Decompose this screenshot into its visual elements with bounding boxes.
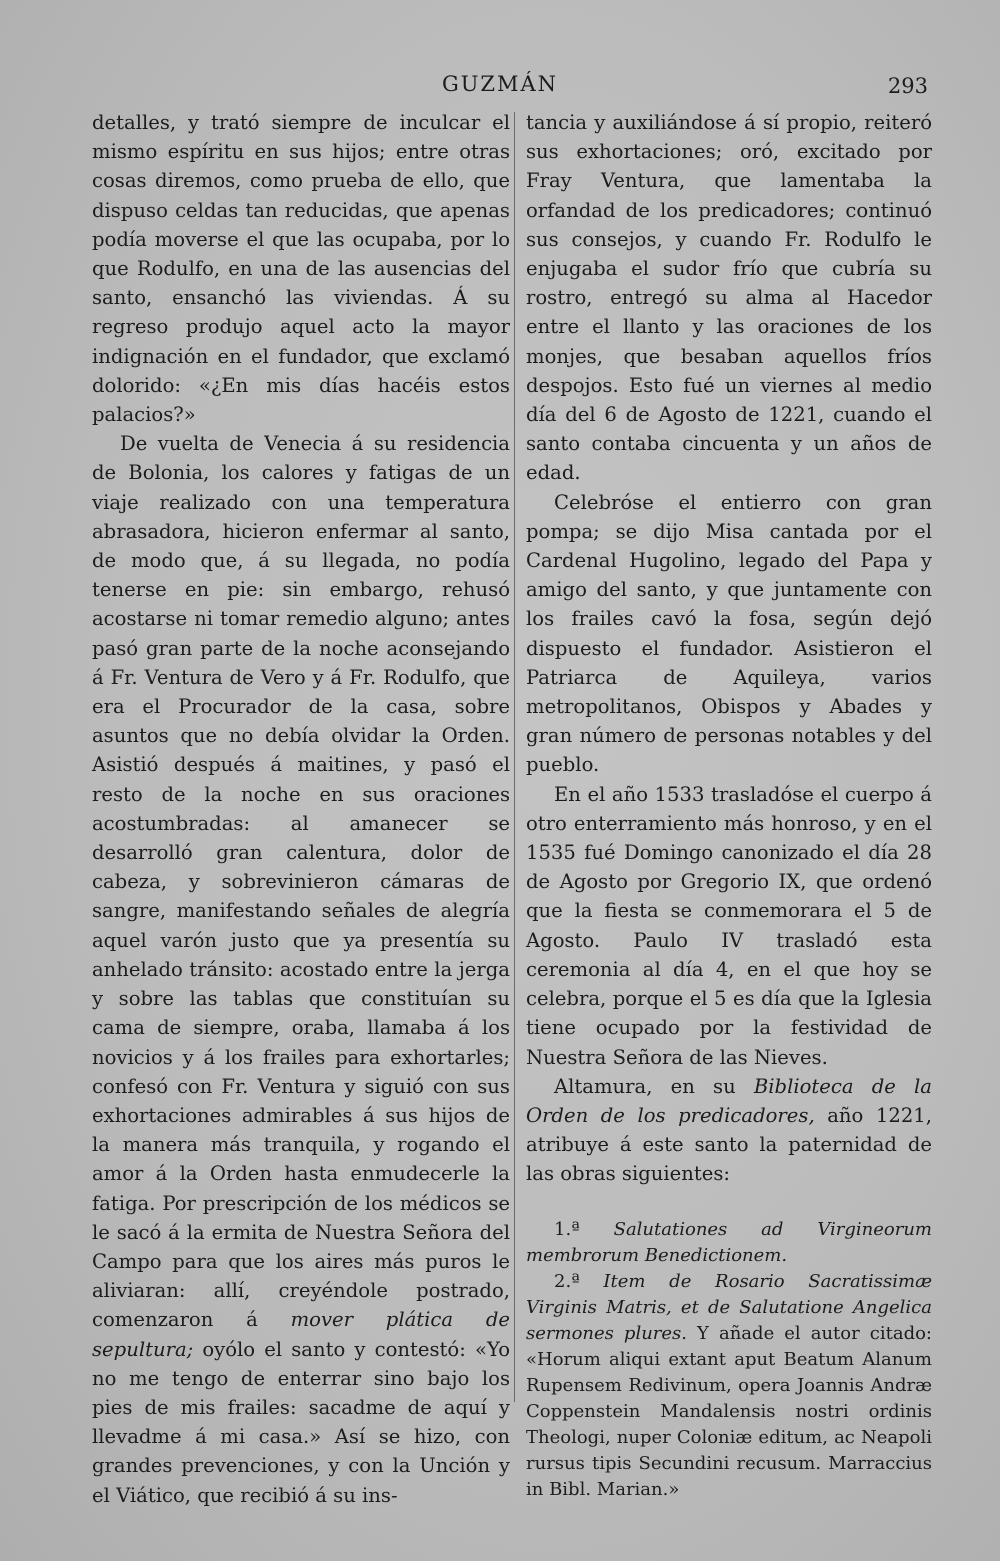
running-head: [0, 72, 1000, 102]
paragraph: detalles, y trató siempre de inculcar el mismo espíritu en sus hijos; entre otras cosas diremos, como prueba de ello, que dispuso celdas tan reducidas, que apenas podía moverse el que las ocupaba, por lo que Rodulfo, en una de las ausencias del santo, ensanchó las viviendas. Á su regreso produjo aquel acto la mayor indignación en el fundador, que exclamó dolorido: «¿En mis días hacéis estos palacios?»: [92, 111, 510, 427]
running-title: GUZMÁN: [441, 72, 559, 96]
paragraph: tancia y auxiliándose á sí propio, reiteró sus exhortaciones; oró, excitado por Fray Ventura, que lamentaba la orfandad de los predicadores; continuó sus consejos, y cuando Fr. Rodulfo le enjugaba el sudor frío que cubría su rostro, entregó su alma al Hacedor entre el llanto y las oraciones de los monjes, que besaban aquellos fríos despojos. Esto fué un viernes al medio día del 6 de Agosto de 1221, cuando el santo contaba cincuenta y un años de edad.: [526, 111, 932, 485]
page-number: 293: [887, 74, 928, 98]
section-gap: [526, 1189, 932, 1217]
item-title: Salutationes ad Virgineorum membrorum Benedictionem.: [526, 1218, 932, 1266]
italic-phrase: mover plática de sepultura;: [92, 1308, 510, 1361]
item-title: Item de Rosario Sacratissimæ Virginis Matris, et de Salutatione Angelica sermones plures.: [526, 1270, 932, 1344]
left-column: [92, 108, 510, 1510]
paragraph: En el año 1533 trasladóse el cuerpo á otro enterramiento más honroso, y en el 1535 fué Domingo canonizado el día 28 de Agosto por Gregorio IX, que ordenó que la fiesta se conmemorara el 5 de Agosto. Paulo IV trasladó esta ceremonia al día 4, en el que hoy se celebra, porque el 5 es día que la Iglesia tiene ocupado por la festividad de Nuestra Señora de las Nieves.: [526, 782, 932, 1069]
item-text: Y añade el autor citado: «Horum aliqui extant aput Beatum Alanum Rupensem Redivinum, opera Joannis Andræ Coppenstein Mandalensis nostri ordinis Theologi, nuper Coloniæ editum, ac Neapoli rursus tipis Secundini recusum. Marraccius in Bibl. Marian.»: [526, 1322, 932, 1500]
column-rule: [514, 112, 515, 1402]
item-number: 1.ª: [554, 1218, 614, 1240]
paragraph-text: Altamura, en su: [554, 1074, 754, 1098]
italic-title: Biblioteca de la Orden de los predicadores,: [526, 1074, 932, 1127]
list-item: [526, 1269, 932, 1503]
list-item: [526, 1217, 932, 1269]
paragraph: Celebróse el entierro con gran pompa; se dijo Misa cantada por el Cardenal Hugolino, legado del Papa y amigo del santo, y que juntamente con los frailes cavó la fosa, según dejó dispuesto el fundador. Asistieron el Patriarca de Aquileya, varios metropolitanos, Obispos y Abades y gran número de personas notables y del pueblo.: [526, 490, 932, 777]
paragraph-text: año 1221, atribuye á este santo la paternidad de las obras siguientes:: [526, 1103, 932, 1186]
paragraph-text: De vuelta de Venecia á su residencia de Bolonia, los calores y fatigas de un viaje realizado con una temperatura abrasadora, hicieron enfermar al santo, de modo que, á su llegada, no podía tenerse en pie: sin embargo, rehusó acostarse ni tomar remedio alguno; antes pasó gran parte de la noche aconsejando á Fr. Ventura de Vero y á Fr. Rodulfo, que era el Procurador de la casa, sobre asuntos que no debía olvidar la Orden. Asistió después á maitines, y pasó el resto de la noche en sus oraciones acostumbradas: al amanecer se desarrolló gran calentura, dolor de cabeza, y sobrevinieron cámaras de sangre, manifestando señales de alegría aquel varón justo que ya presentía su anhelado tránsito: acostado entre la jerga y sobre las tablas que constituían su cama de siempre, oraba, llamaba á los novicios y á los frailes para exhortarles; confesó con Fr. Ventura y siguió con sus exhortaciones admirables á sus hijos de la manera más tranquila, y rogando el amor á la Orden hasta enmudecerle la fatiga. Por prescripción de los médicos se le sacó á la ermita de Nuestra Señora del Campo para que los aires más puros le aliviaran: allí, creyéndole postrado, comenzaron á: [92, 432, 510, 1332]
paragraph: [526, 1072, 932, 1189]
item-number: 2.ª: [554, 1270, 604, 1292]
right-column: [526, 108, 932, 1503]
paragraph-text: oyólo el santo y contestó: «Yo no me tengo de enterrar sino bajo los pies de mis frailes: sacadme de aquí y llevadme á mi casa.» Así se hizo, con grandes prevenciones, y con la Unción y el Viático, que recibió á su ins-: [92, 1337, 510, 1507]
paragraph: [92, 429, 510, 1510]
